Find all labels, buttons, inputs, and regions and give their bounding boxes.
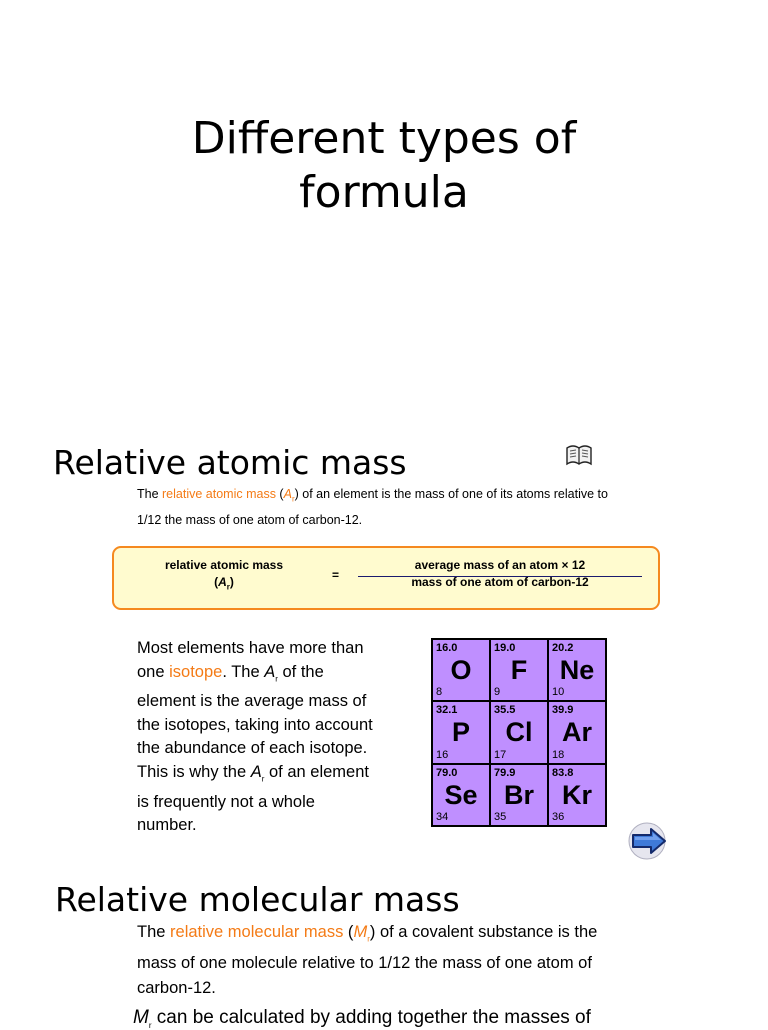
formula-box (112, 546, 660, 610)
term-isotope: isotope (169, 662, 223, 681)
formula-denominator: mass of one atom of carbon-12 (411, 575, 589, 589)
title-line-2: formula (299, 167, 469, 218)
term-relative-molecular-mass: relative molecular mass (170, 923, 344, 941)
formula-lhs: relative atomic mass $(A_r)$ (164, 558, 284, 592)
formula-numerator: average mass of an atom × 12 (414, 558, 586, 572)
isotope-paragraph: Most elements have more than one isotope. The $A_r$ of the element is the average mass of the isotopes, taking into account the abundance of each isotope. This is why the $A_r$ of an element is frequently not a whole number. (137, 639, 373, 835)
element-cell-ne: 20.2 Ne 10 (548, 639, 606, 701)
element-cell-br: 79.9 Br 35 (490, 764, 548, 826)
element-cell-p: 32.1 P 16 (432, 701, 490, 763)
molecular-mass-definition: The relative molecular mass $(M_r)$ of a covalent substance is the mass of one molecule relative to 1/12 the mass of one atom of carbon-12. (137, 923, 598, 998)
molecular-mass-calculation-text: $M_r$ can be calculated by adding together the masses of (133, 1007, 591, 1030)
section-heading-atomic-mass: Relative atomic mass (53, 443, 407, 482)
element-cell-f: 19.0 F 9 (490, 639, 548, 701)
fraction-bar (358, 576, 642, 577)
next-arrow-icon[interactable] (627, 821, 669, 865)
element-cell-se: 79.0 Se 34 (432, 764, 490, 826)
element-cell-o: 16.0 O 8 (432, 639, 490, 701)
section-heading-molecular-mass: Relative molecular mass (55, 880, 460, 919)
formula-fraction (358, 557, 642, 591)
element-cell-cl: 35.5 Cl 17 (490, 701, 548, 763)
page-title (0, 112, 768, 220)
element-cell-ar: 39.9 Ar 18 (548, 701, 606, 763)
element-cell-kr: 83.8 Kr 36 (548, 764, 606, 826)
term-relative-atomic-mass: relative atomic mass (162, 487, 276, 501)
periodic-table-excerpt (431, 638, 607, 827)
book-icon[interactable] (564, 442, 594, 472)
formula-equals: = (332, 568, 340, 582)
atomic-mass-definition: The relative atomic mass $(A_r)$ of an element is the mass of one of its atoms relative to 1/12 the mass of one atom of carbon-12. (137, 487, 608, 527)
title-line-1: Different types of (191, 113, 577, 164)
